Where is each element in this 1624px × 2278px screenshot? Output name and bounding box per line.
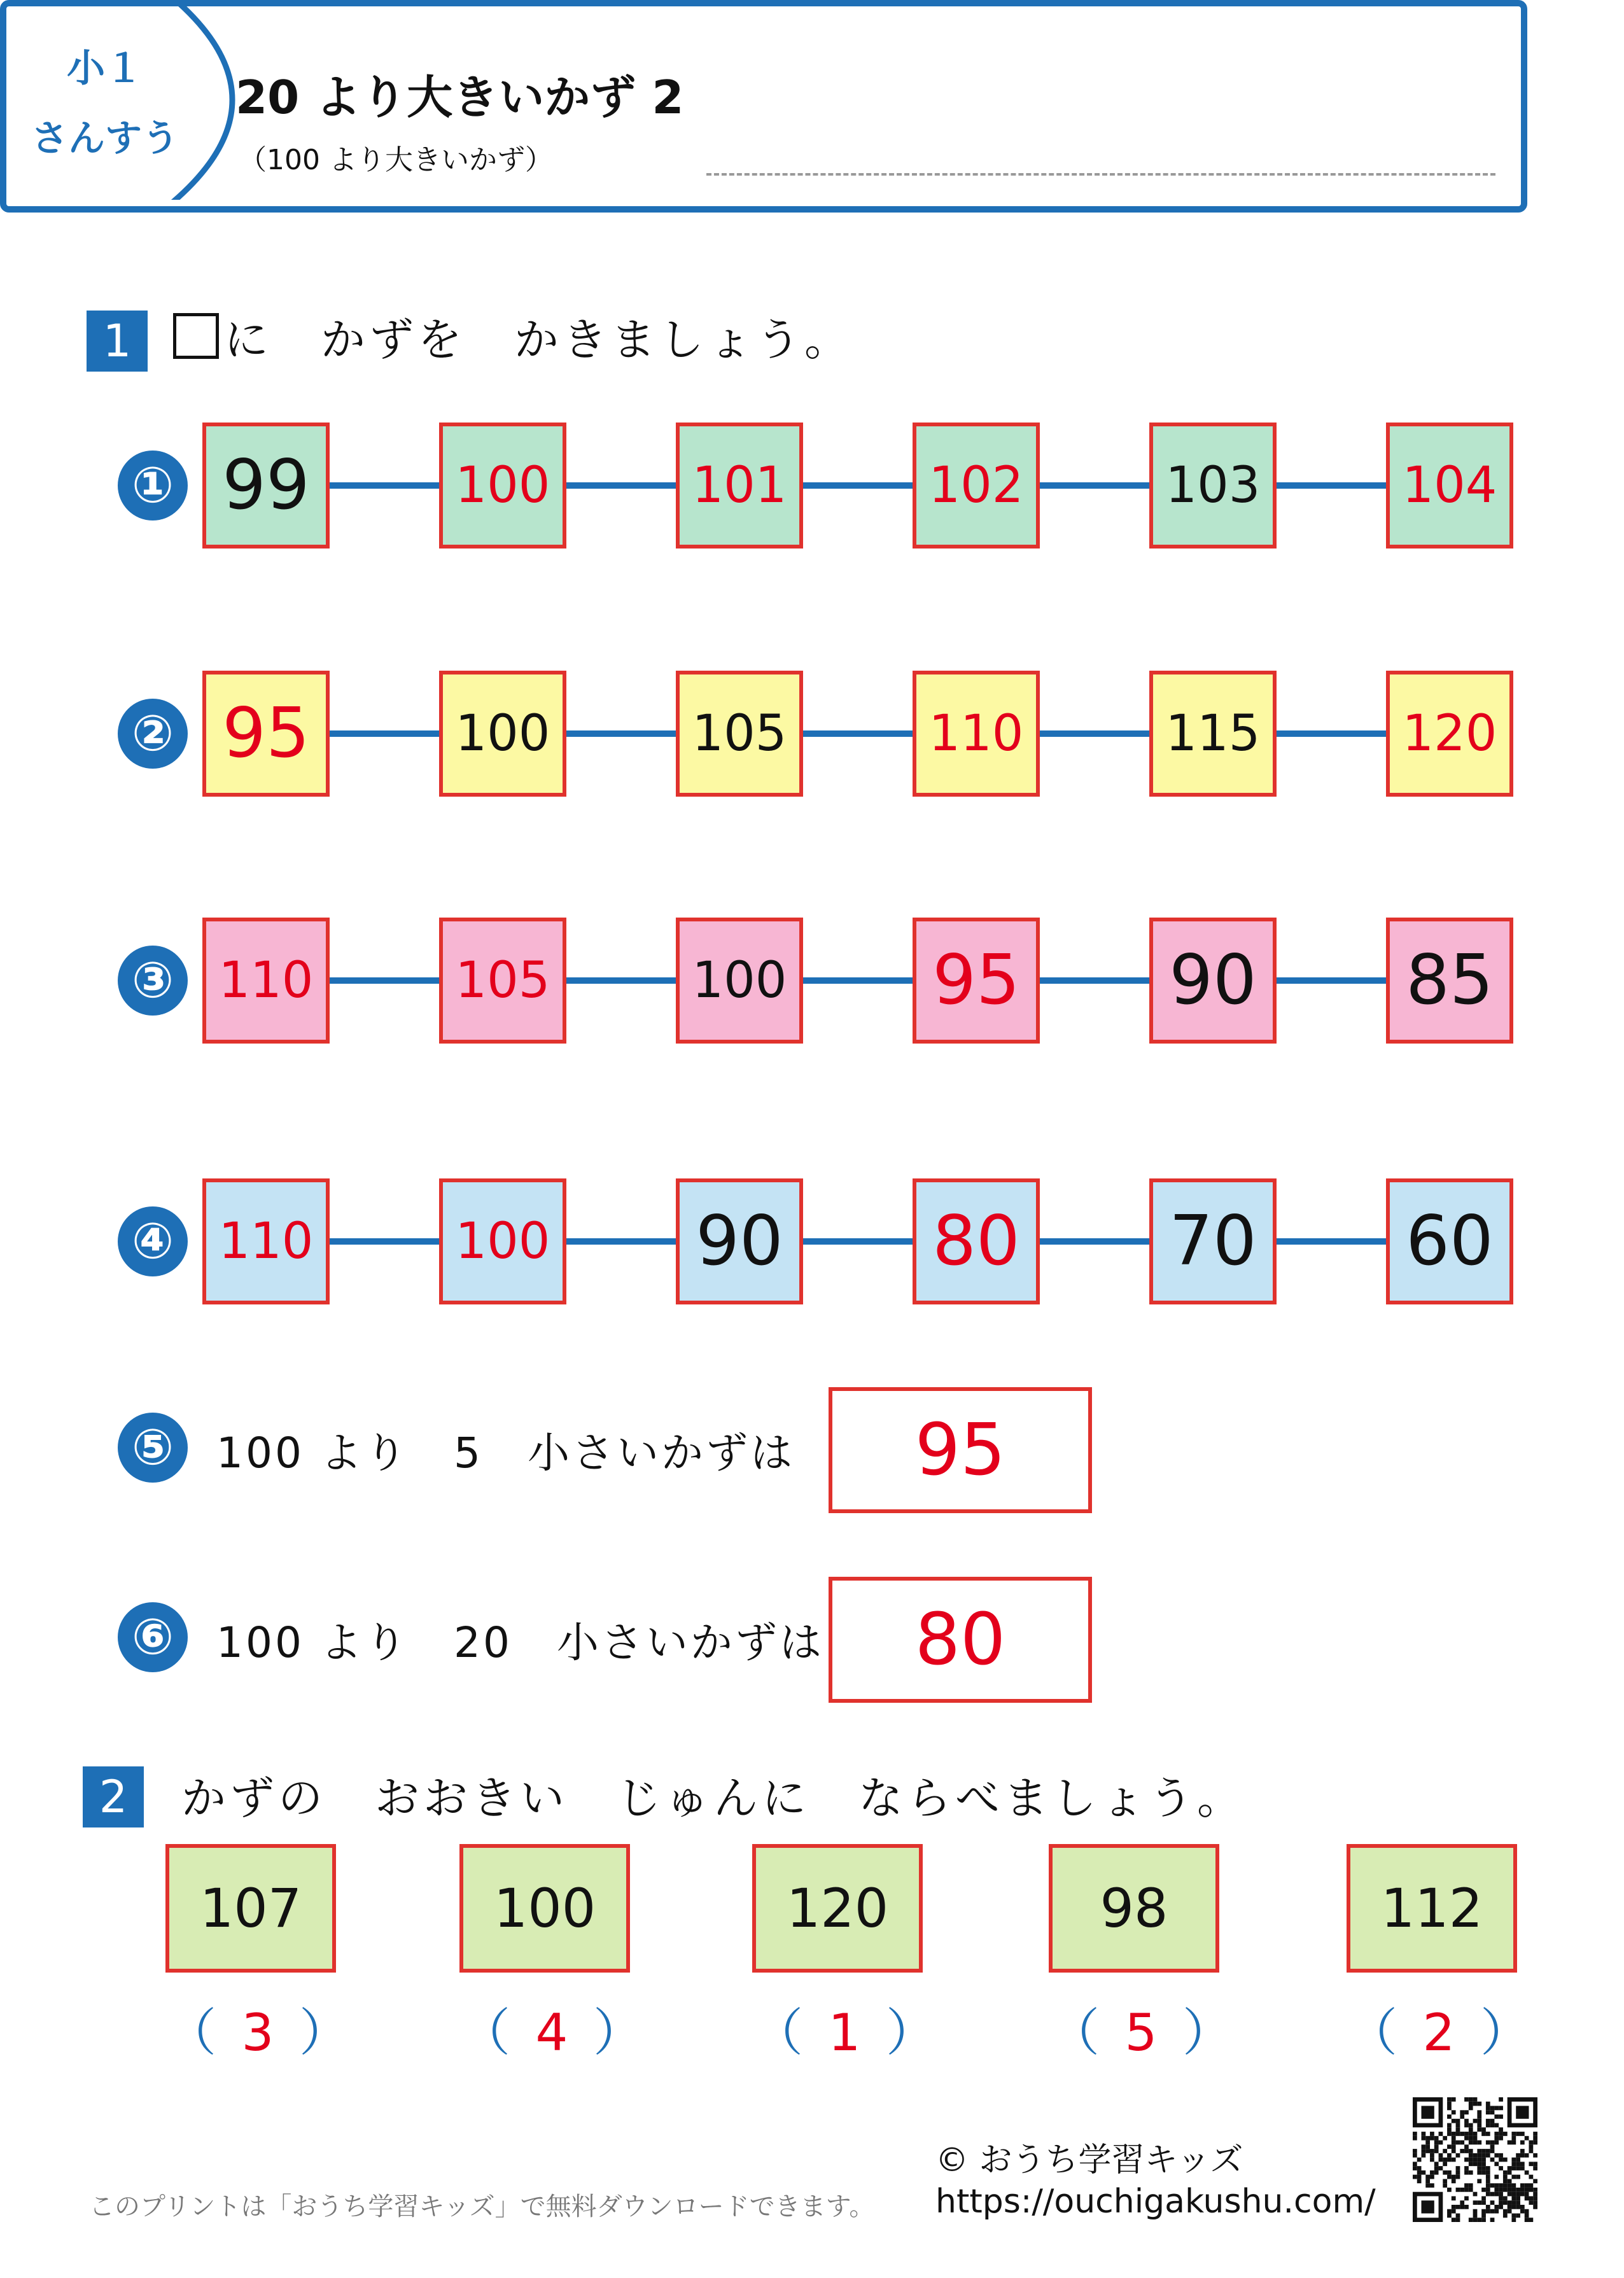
footer-note: このプリントは「おうち学習キッズ」で無料ダウンロードできます。 (89, 2192, 875, 2221)
row-4-number: ④ (118, 1206, 188, 1276)
connector-line (566, 482, 676, 489)
rank-answer[interactable] (1347, 1992, 1531, 2065)
question-6-text: 100 より 20 小さいかずは (216, 1618, 824, 1667)
rank-value: 5 (1124, 2003, 1158, 2062)
section-1-instruction-text: に かずを かきましょう。 (224, 314, 853, 366)
number-cell[interactable]: 110 (913, 671, 1040, 797)
section-1-badge: 1 (87, 311, 148, 372)
worksheet-title: 20 より大きいかず 2 (235, 71, 684, 124)
close-paren: ） (593, 2003, 644, 2062)
number-cell[interactable]: 95 (202, 671, 330, 797)
question-6-number: ⑥ (118, 1602, 188, 1672)
connector-line (803, 1238, 913, 1245)
row-2-number: ② (118, 699, 188, 769)
open-paren: （ (459, 2003, 510, 2062)
number-cell[interactable]: 102 (913, 423, 1040, 549)
grade-label: 小１ (67, 46, 143, 91)
number-cell[interactable]: 100 (439, 423, 566, 549)
rank-answer[interactable] (459, 1992, 644, 2065)
number-cell: 99 (202, 423, 330, 549)
section-1-instruction (173, 304, 853, 368)
rank-answer[interactable] (752, 1992, 937, 2065)
number-cell[interactable]: 95 (913, 918, 1040, 1044)
order-number-box: 112 (1347, 1844, 1517, 1973)
number-cell[interactable]: 110 (202, 1178, 330, 1304)
qr-code-icon (1413, 2097, 1537, 2222)
rank-value: 3 (241, 2003, 274, 2062)
name-line (706, 173, 1495, 176)
number-cell: 105 (676, 671, 803, 797)
header-divider-arc (0, 0, 267, 200)
site-url-link[interactable]: https://ouchigakushu.com/ (935, 2183, 1376, 2221)
rank-answer[interactable] (1049, 1992, 1233, 2065)
rank-answer[interactable] (165, 1992, 350, 2065)
number-cell[interactable]: 100 (439, 1178, 566, 1304)
number-cell[interactable]: 120 (1386, 671, 1513, 797)
connector-line (1277, 1238, 1386, 1245)
question-6-answer-box[interactable]: 80 (829, 1577, 1092, 1703)
connector-line (1277, 482, 1386, 489)
connector-line (1040, 977, 1149, 984)
row-1-number: ① (118, 451, 188, 521)
rank-value: 2 (1422, 2003, 1455, 2062)
order-number-box: 100 (459, 1844, 630, 1973)
number-cell: 115 (1149, 671, 1277, 797)
order-number-box: 98 (1049, 1844, 1219, 1973)
connector-line (1040, 1238, 1149, 1245)
rank-value: 4 (535, 2003, 568, 2062)
connector-line (566, 1238, 676, 1245)
number-cell: 90 (676, 1178, 803, 1304)
connector-line (1277, 730, 1386, 737)
number-cell: 103 (1149, 423, 1277, 549)
rank-value: 1 (828, 2003, 861, 2062)
connector-line (566, 977, 676, 984)
connector-line (1277, 977, 1386, 984)
section-2-instruction: かずの おおきい じゅんに ならべましょう。 (181, 1772, 1245, 1824)
order-number-box: 107 (165, 1844, 336, 1973)
open-paren: （ (165, 2003, 216, 2062)
open-paren: （ (1347, 2003, 1397, 2062)
subject-label: さんすう (31, 116, 179, 160)
connector-line (803, 730, 913, 737)
close-paren: ） (886, 2003, 937, 2062)
question-5-number: ⑤ (118, 1413, 188, 1483)
close-paren: ） (1182, 2003, 1233, 2062)
connector-line (330, 482, 439, 489)
open-paren: （ (752, 2003, 803, 2062)
number-cell: 100 (439, 671, 566, 797)
number-cell[interactable]: 80 (913, 1178, 1040, 1304)
blank-box-icon (173, 313, 219, 359)
connector-line (803, 482, 913, 489)
row-3-number: ③ (118, 946, 188, 1016)
connector-line (330, 977, 439, 984)
connector-line (330, 1238, 439, 1245)
worksheet-subtitle: （100 より大きいかず） (239, 144, 553, 176)
close-paren: ） (1480, 2003, 1531, 2062)
order-number-box: 120 (752, 1844, 923, 1973)
worksheet-header (0, 0, 1527, 213)
number-cell[interactable]: 105 (439, 918, 566, 1044)
connector-line (566, 730, 676, 737)
close-paren: ） (299, 2003, 350, 2062)
copyright-text: © おうち学習キッズ (935, 2141, 1243, 2179)
open-paren: （ (1049, 2003, 1100, 2062)
number-cell[interactable]: 104 (1386, 423, 1513, 549)
question-5-answer-box[interactable]: 95 (829, 1387, 1092, 1513)
connector-line (330, 730, 439, 737)
number-cell: 100 (676, 918, 803, 1044)
connector-line (1040, 482, 1149, 489)
number-cell: 85 (1386, 918, 1513, 1044)
question-5-text: 100 より 5 小さいかずは (216, 1429, 795, 1478)
connector-line (803, 977, 913, 984)
section-2-badge: 2 (83, 1766, 144, 1827)
connector-line (1040, 730, 1149, 737)
number-cell: 60 (1386, 1178, 1513, 1304)
number-cell: 70 (1149, 1178, 1277, 1304)
number-cell: 90 (1149, 918, 1277, 1044)
number-cell[interactable]: 110 (202, 918, 330, 1044)
number-cell[interactable]: 101 (676, 423, 803, 549)
